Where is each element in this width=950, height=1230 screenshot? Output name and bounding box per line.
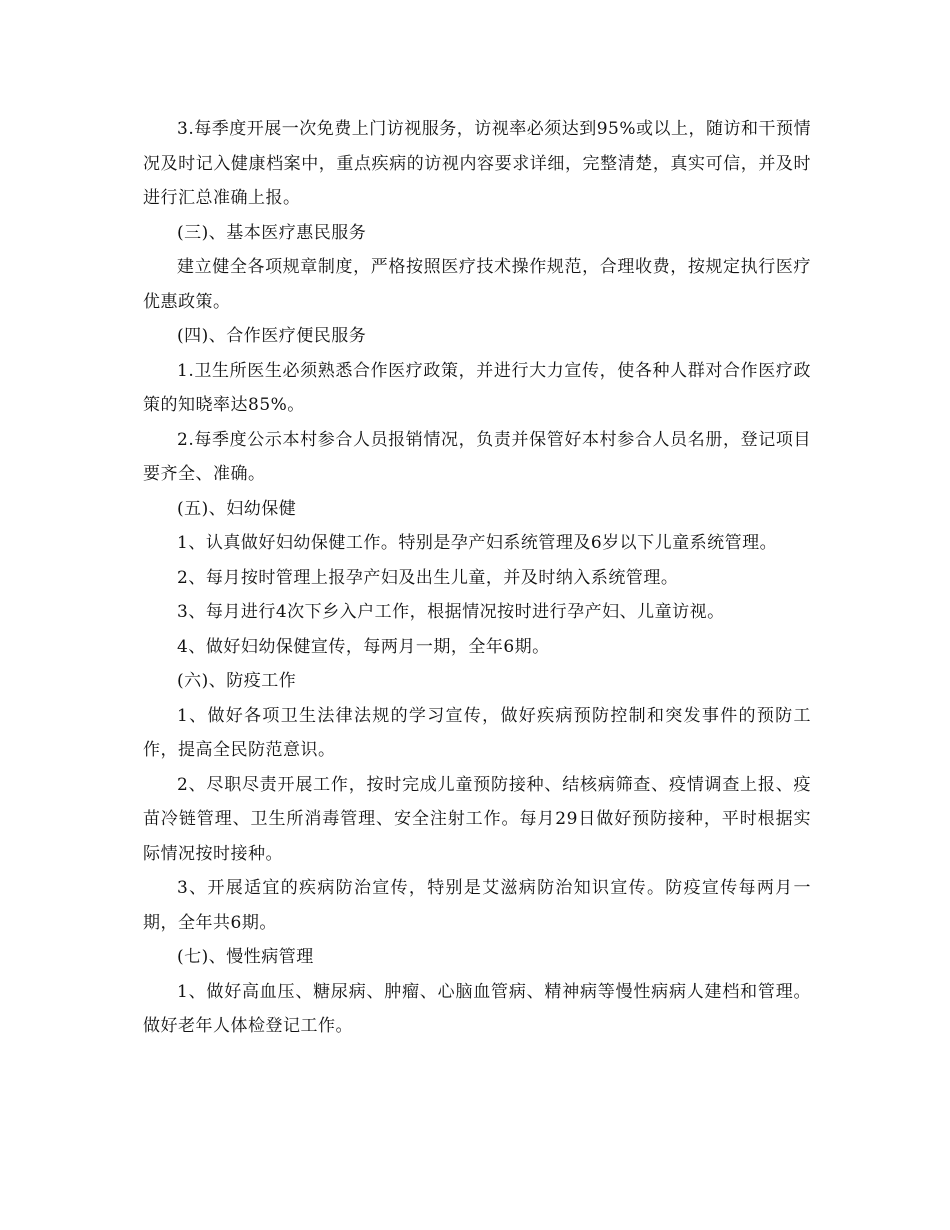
paragraph-prevention-3: 3、开展适宜的疾病防治宣传，特别是艾滋病防治知识宣传。防疫宣传每两月一期，全年共6期。: [143, 878, 811, 933]
paragraph-prevention-2: 2、尽职尽责开展工作，按时完成儿童预防接种、结核病筛查、疫情调查上报、疫苗冷链管理、卫生所消毒管理、安全注射工作。每月29日做好预防接种，平时根据实际情况按时接种。: [143, 774, 811, 864]
paragraph-maternal-3: 3、每月进行4次下乡入户工作，根据情况按时进行孕产妇、儿童访视。: [177, 602, 725, 622]
section-heading-cooperative-medical: (四)、合作医疗便民服务: [177, 326, 367, 346]
section-heading-basic-medical: (三)、基本医疗惠民服务: [177, 222, 367, 243]
paragraph-maternal-4: 4、做好妇幼保健宣传，每两月一期，全年6期。: [177, 636, 550, 657]
paragraph-maternal-2: 2、每月按时管理上报孕产妇及出生儿童，并及时纳入系统管理。: [177, 567, 679, 588]
paragraph-regulations: 建立健全各项规章制度，严格按照医疗技术操作规范，合理收费，按规定执行医疗优惠政策。: [143, 257, 811, 312]
paragraph-policy-awareness: 1.卫生所医生必须熟悉合作医疗政策，并进行大力宣传，使各种人群对合作医疗政策的知晓率达85%。: [143, 360, 811, 415]
paragraph-home-visit: 3.每季度开展一次免费上门访视服务，访视率必须达到95%或以上，随访和干预情况及时记入健康档案中，重点疾病的访视内容要求详细，完整清楚，真实可信，并及时进行汇总准确上报。: [143, 119, 812, 208]
paragraph-chronic-1: 1、做好高血压、糖尿病、肿瘤、心脑血管病、精神病等慢性病病人建档和管理。做好老年人体检登记工作。: [143, 981, 811, 1036]
section-heading-chronic-disease: (七)、慢性病管理: [177, 947, 314, 967]
section-heading-epidemic-prevention: (六)、防疫工作: [177, 671, 297, 691]
document-body: [143, 112, 811, 1044]
section-heading-maternal-child: (五)、妇幼保健: [177, 498, 297, 519]
paragraph-prevention-1: 1、做好各项卫生法律法规的学习宣传，做好疾病预防控制和突发事件的预防工作，提高全民防范意识。: [143, 705, 811, 760]
paragraph-reimbursement: 2.每季度公示本村参合人员报销情况，负责并保管好本村参合人员名册，登记项目要齐全、准确。: [143, 429, 811, 484]
paragraph-maternal-1: 1、认真做好妇幼保健工作。特别是孕产妇系统管理及6岁以下儿童系统管理。: [177, 533, 778, 553]
